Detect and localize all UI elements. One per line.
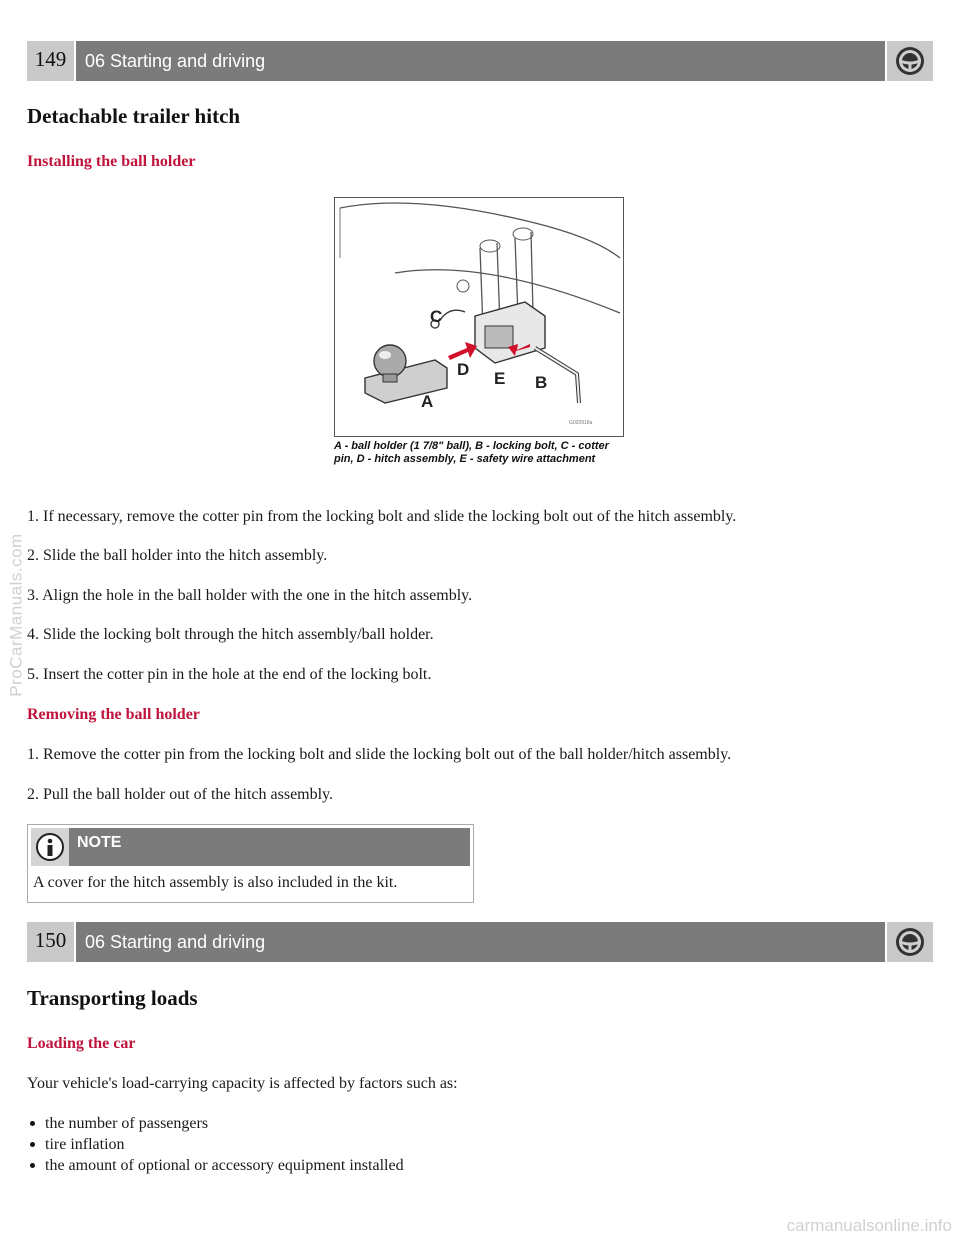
label-a: A — [421, 392, 434, 411]
page-number: 150 — [27, 922, 74, 962]
step-remove-1: 1. Remove the cotter pin from the locking bolt and slide the locking bolt out of the ball holder/hitch assembly. — [27, 746, 732, 763]
step-install-1: 1. If necessary, remove the cotter pin from the locking bolt and slide the locking bolt out of the hitch assembly. — [27, 508, 737, 525]
list-item: tire inflation — [27, 1134, 404, 1155]
list-item: the number of passengers — [27, 1113, 404, 1134]
page-title: Detachable trailer hitch — [27, 104, 241, 128]
intro-text: Your vehicle's load-carrying capacity is affected by factors such as: — [27, 1075, 458, 1092]
label-b: B — [535, 373, 548, 392]
bullet-icon — [30, 1121, 35, 1126]
step-install-3: 3. Align the hole in the ball holder with the one in the hitch assembly. — [27, 587, 473, 604]
bullet-icon — [30, 1163, 35, 1168]
label-c: C — [430, 307, 443, 326]
page-number: 149 — [27, 41, 74, 81]
section-title: Loading the car — [27, 1035, 136, 1052]
figure-code: G020918a — [569, 420, 593, 426]
note-header — [31, 828, 470, 866]
note-text: A cover for the hitch assembly is also included in the kit. — [33, 874, 398, 891]
info-icon — [31, 828, 69, 866]
page-header-150 — [27, 922, 933, 962]
bottom-watermark: carmanualsonline.info — [786, 1216, 952, 1235]
note-title: NOTE — [77, 834, 122, 851]
step-remove-2: 2. Pull the ball holder out of the hitch assembly. — [27, 786, 334, 803]
figure-caption: A - ball holder (1 7/8" ball), B - locking bolt, C - cotter pin, D - hitch assembly, E - safety wire attachment — [334, 440, 609, 465]
bullet-icon — [30, 1142, 35, 1147]
label-d: D — [457, 360, 470, 379]
factor-list — [27, 1113, 404, 1176]
page-header-149 — [27, 41, 933, 81]
list-item: the amount of optional or accessory equipment installed — [27, 1155, 404, 1176]
chapter-title: 06 Starting and driving — [76, 41, 885, 81]
step-install-4: 4. Slide the locking bolt through the hitch assembly/ball holder. — [27, 626, 434, 643]
note-box — [27, 824, 474, 903]
section-title-remove: Removing the ball holder — [27, 706, 200, 723]
hitch-illustration — [334, 197, 624, 437]
steering-wheel-icon — [887, 922, 933, 962]
figure-trailer-hitch — [334, 197, 624, 483]
side-watermark: ProCarManuals.com — [7, 533, 27, 697]
section-title: Installing the ball holder — [27, 153, 196, 170]
page-title: Transporting loads — [27, 986, 198, 1010]
step-install-5: 5. Insert the cotter pin in the hole at the end of the locking bolt. — [27, 666, 432, 683]
chapter-title: 06 Starting and driving — [76, 922, 885, 962]
label-e: E — [494, 369, 506, 388]
steering-wheel-icon — [887, 41, 933, 81]
step-install-2: 2. Slide the ball holder into the hitch assembly. — [27, 547, 328, 564]
